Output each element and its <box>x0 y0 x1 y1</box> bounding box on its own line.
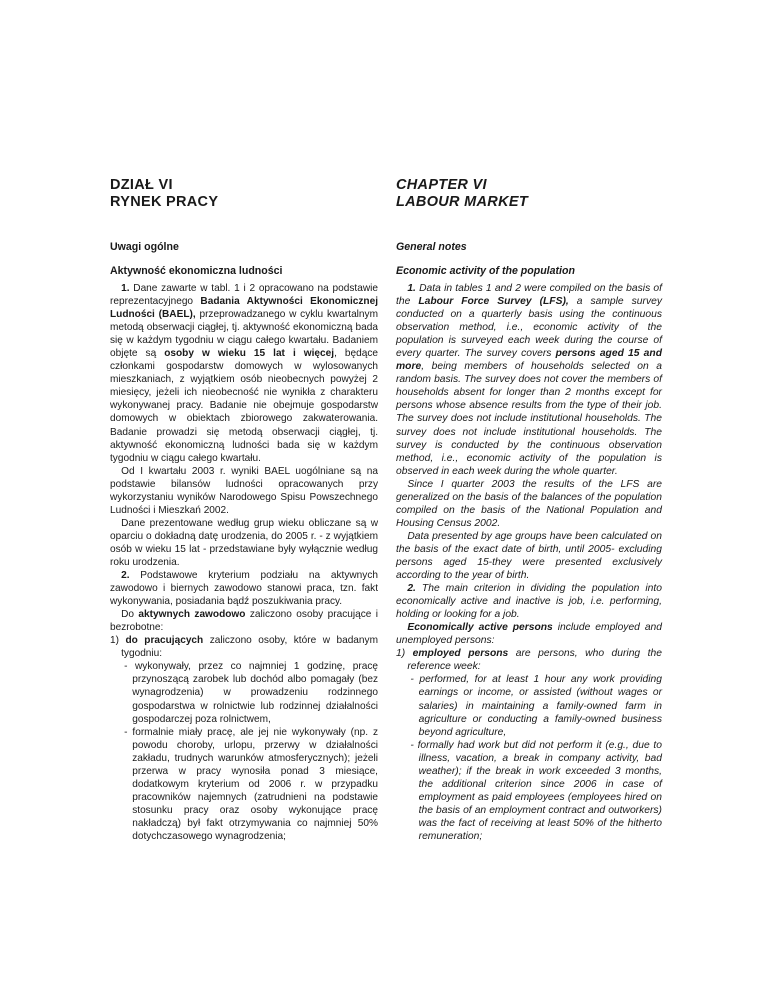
text-run: are persons, who during the reference week: <box>407 648 662 673</box>
para-number: 2. <box>121 570 130 582</box>
survey-name-bold: Badania Aktywności Ekonomicznej Ludności (BAEL), <box>110 296 378 321</box>
text-run: a sample survey conducted on a quarterly basis using the continuous observation method, i.e., economic activity of the population is surveyed each week during the course of every quarter. The survey covers <box>396 296 662 360</box>
term-bold: do pracujących <box>125 635 204 647</box>
text-run: , being members of households selected on a random basis. The survey does not cover the members of households absent for longer than 2 months except for persons whose absence results from the type of their job. The survey does not include institutional households. The survey does not include institutional households. The survey is conducted by the continuous observation method, i.e., economic activity of the population is observed in each week during the whole quarter. <box>396 361 662 477</box>
text-run: Do <box>121 609 135 621</box>
text-run: Dane zawarte w tabl. 1 i 2 opracowano na podstawie reprezentacyjnego <box>110 283 378 308</box>
para-number: 2. <box>407 583 416 595</box>
paragraph-2-en: Since I quarter 2003 the results of the LFS are generalized on the basis of the balances of the population compiled on the basis of the National Population and Housing Census 2002. <box>396 478 662 529</box>
term-bold: employed persons <box>412 648 509 660</box>
term-bold: Economically active persons <box>407 622 553 634</box>
text-run: , będące członkami gospodarstw domowych w wylosowanych mieszkaniach, z wyjątkiem osób nieobecnych powyżej 2 miesięcy, jeżeli ich nieobecność nie wynikła z charakteru wykonywanej pracy. Badanie nie obejmuje gospodarstw domowych w obiektach zbiorowego zakwaterowania. Badanie prowadzi się metodą obserwacji ciągłej, tj. aktywność ekonomiczną ludności bada się w każdym tygodniu w ciągu całego kwartału. <box>110 348 379 464</box>
chapter-label-pl: DZIAŁ VI <box>110 177 173 193</box>
paragraph-5-pl <box>110 608 378 634</box>
list-marker: 1) <box>396 648 406 660</box>
paragraph-4-en <box>396 582 662 621</box>
paragraph-3-en: Data presented by age groups have been calculated on the basis of the exact date of birth, until 2005- excluding persons aged 15-they were presented exclusively according to the year of birth. <box>396 530 662 582</box>
chapter-title-en: LABOUR MARKET <box>396 194 528 210</box>
paragraph-4-pl <box>110 569 378 608</box>
text-run: zaliczono osoby pracujące i bezrobotne: <box>110 609 378 634</box>
chapter-label-en: CHAPTER VI <box>396 177 487 193</box>
text-run: include employed and unemployed persons: <box>396 622 662 647</box>
paragraph-2-pl: Od I kwartału 2003 r. wyniki BAEL uogólniane są na podstawie bilansów ludności opracowanych przy wykorzystaniu wyników Narodowego Spisu Powszechnego Ludności i Mieszkań 2002. <box>110 465 378 516</box>
list-item-1-en <box>396 647 662 673</box>
paragraph-3-pl: Dane prezentowane według grup wieku obliczane są w oparciu o dokładną datę urodzenia, do 2005 r. - z wyjątkiem osób w wieku 15 lat - przedstawiane były wyłącznie według roku urodzenia. <box>110 517 378 568</box>
text-run: Podstawowe kryterium podziału na aktywnych zawodowo i biernych zawodowo stanowi praca, tzn. fakt wykonywania, posiadania bądź poszukiwania pracy. <box>110 570 378 608</box>
body-text-en <box>396 282 662 843</box>
list-marker: 1) <box>110 635 119 647</box>
list-subitem-1-pl: - wykonywały, przez co najmniej 1 godzinę, pracę przynoszącą zarobek lub dochód albo pomagały (bez wynagrodzenia) w prowadzeniu rodzinnego gospodarstwa w rolnictwie lub rodzinnej działalności gospodarczej poza rolnictwem, <box>124 661 378 725</box>
activity-heading-pl: Aktywność ekonomiczna ludności <box>110 265 283 277</box>
body-text-pl <box>110 282 378 843</box>
para-number: 1. <box>407 283 416 294</box>
age-scope-bold: osoby w wieku 15 lat i więcej <box>164 348 335 360</box>
activity-heading-en: Economic activity of the population <box>396 265 575 277</box>
term-bold: aktywnych zawodowo <box>138 609 246 621</box>
survey-name-bold: Labour Force Survey (LFS), <box>418 296 569 308</box>
notes-heading-pl: Uwagi ogólne <box>110 241 179 253</box>
notes-heading-en: General notes <box>396 241 467 253</box>
text-run: Data in tables 1 and 2 were compiled on the basis of the <box>396 283 662 308</box>
text-run: przeprowadzanego w cyklu kwartalnym metodą obserwacji ciągłej, tj. aktywność ekonomiczną bada się w każdym tygodniu w ciągu całego kwartału. Badaniem objęte są <box>110 309 378 360</box>
text-run: zaliczono osoby, które w badanym tygodniu: <box>121 635 378 660</box>
text-run: The main criterion in dividing the population into economically active and inactive is job, i.e. performing, holding or looking for a job. <box>396 583 662 621</box>
age-scope-bold: persons aged 15 and more <box>396 348 662 373</box>
paragraph-5-en <box>396 621 662 647</box>
para-number: 1. <box>121 283 130 294</box>
chapter-title-pl: RYNEK PRACY <box>110 194 219 210</box>
list-item-1-pl <box>110 634 378 660</box>
list-subitem-1-en: - performed, for at least 1 hour any work providing earnings or income, or assisted (without wages or salaries) in maintaining a family-owned farm in agriculture or conducting a family-owned business beyond agriculture, <box>410 674 662 738</box>
paragraph-1-pl <box>110 282 378 465</box>
paragraph-1-en <box>396 282 662 478</box>
list-subitem-2-pl: - formalnie miały pracę, ale jej nie wykonywały (np. z powodu choroby, urlopu, przerwy w działalności zakładu, trudnych warunków atmosferycznych); jeżeli przerwa w pracy wynosiła ponad 3 miesiące, dodatkowym kryterium od 2006 r. w przypadku pracowników najemnych (zatrudnieni na podstawie stosunku pracy oraz osoby wykonujące pracę nakładczą) był fakt otrzymywania co najmniej 50% dotychczasowego wynagrodzenia; <box>124 726 378 842</box>
list-subitem-2-en: - formally had work but did not perform it (e.g., due to illness, vacation, a break in company activity, bad weather); if the break in work exceeded 3 months, the additional criterion since 2006 in case of employment as paid employees (employees hired on the basis of an employment contract and outworkers) was the fact of receiving at least 50% of the hitherto remuneration; <box>410 739 662 842</box>
